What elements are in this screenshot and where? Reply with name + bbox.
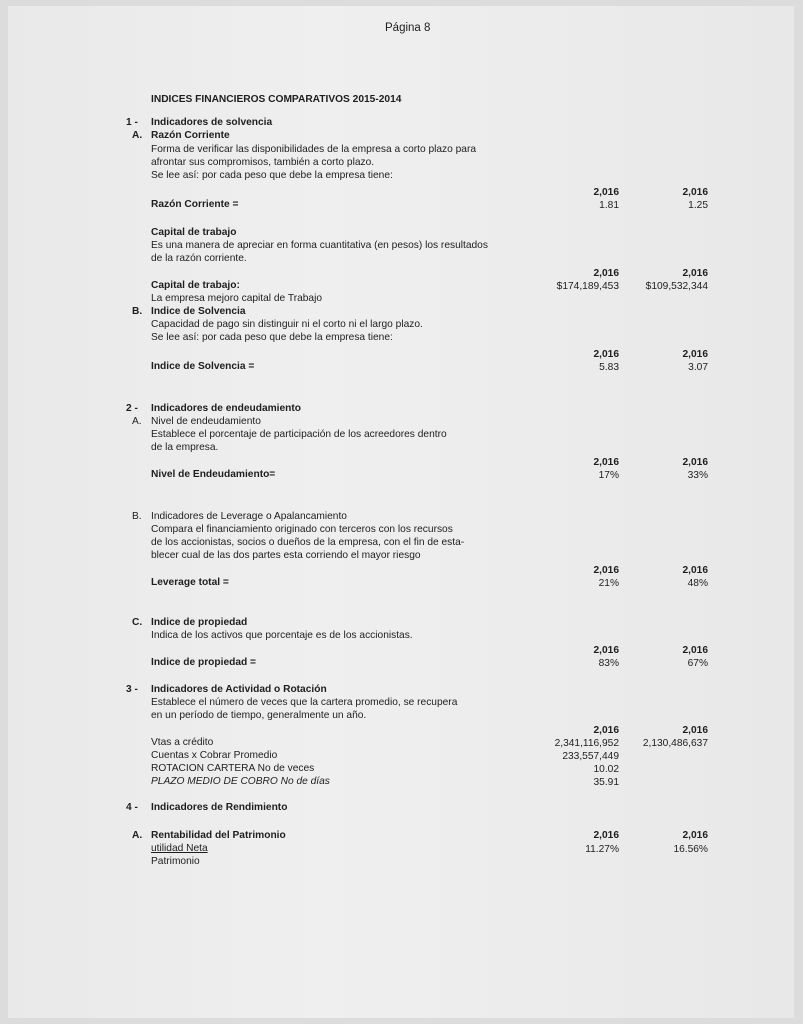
capital-trabajo-value-2: $109,532,344 (645, 281, 708, 292)
section-4-number: 4 - (126, 802, 138, 813)
item-1b-desc-2: Se lee así: por cada peso que debe la empresa tiene: (151, 332, 393, 343)
item-2b-label: Leverage total = (151, 577, 229, 588)
item-4a-heading: Rentabilidad del Patrimonio (151, 830, 286, 841)
item-2b-value-2: 48% (687, 578, 708, 589)
section-3-year-2: 2,016 (682, 725, 708, 736)
item-2a-year-2: 2,016 (682, 457, 708, 468)
item-1a-value-1: 1.81 (599, 200, 619, 211)
item-1b-letter: B. (132, 306, 143, 317)
plazo-medio-label: PLAZO MEDIO DE COBRO No de días (151, 776, 330, 787)
item-2a-desc-2: de la empresa. (151, 442, 219, 453)
item-2c-letter: C. (132, 617, 143, 628)
section-2-heading: Indicadores de endeudamiento (151, 403, 302, 414)
item-1b-value-2: 3.07 (688, 362, 708, 373)
item-4a-denominator: Patrimonio (151, 856, 200, 867)
section-3-desc-2: en un período de tiempo, generalmente un año. (151, 710, 367, 721)
item-2a-value-1: 17% (598, 470, 619, 481)
capital-trabajo-desc-1: Es una manera de apreciar en forma cuantitativa (en pesos) los resultados (151, 240, 488, 251)
item-2b-desc-3: blecer cual de las dos partes esta corriendo el mayor riesgo (151, 550, 421, 561)
section-3-number: 3 - (126, 684, 138, 695)
item-1a-desc-1: Forma de verificar las disponibilidades de la empresa a corto plazo para (151, 144, 477, 155)
rotacion-cartera-label: ROTACION CARTERA No de veces (151, 763, 315, 774)
item-2c-heading: Indice de propiedad (151, 617, 248, 628)
item-4a-year-2: 2,016 (682, 830, 708, 841)
item-2b-letter: B. (132, 511, 142, 522)
item-1a-value-2: 1.25 (688, 200, 708, 211)
item-2c-year-1: 2,016 (593, 645, 619, 656)
item-1a-year-2: 2,016 (682, 187, 708, 198)
cuentas-cobrar-label: Cuentas x Cobrar Promedio (151, 750, 278, 761)
item-1a-desc-2: afrontar sus compromisos, también a corto plazo. (151, 157, 375, 168)
item-2b-year-2: 2,016 (682, 565, 708, 576)
item-4a-letter: A. (132, 830, 143, 841)
item-2b-heading: Indicadores de Leverage o Apalancamiento (151, 511, 347, 522)
capital-trabajo-value-1: $174,189,453 (556, 281, 619, 292)
section-3-desc-1: Establece el número de veces que la cartera promedio, se recupera (151, 697, 458, 708)
section-1-number: 1 - (126, 117, 138, 128)
document-page (8, 6, 794, 1018)
item-4a-numerator: utilidad Neta (151, 843, 208, 854)
vtas-credito-label: Vtas a crédito (151, 737, 214, 748)
plazo-medio-value-1: 35.91 (593, 777, 619, 788)
item-1b-heading: Indice de Solvencia (151, 306, 246, 317)
capital-trabajo-heading: Capital de trabajo (151, 227, 237, 238)
capital-trabajo-label: Capital de trabajo: (151, 280, 240, 291)
item-2a-label: Nivel de Endeudamiento= (151, 469, 276, 480)
item-1b-label: Indice de Solvencia = (151, 361, 255, 372)
item-2b-year-1: 2,016 (593, 565, 619, 576)
item-1b-value-1: 5.83 (599, 362, 619, 373)
item-2b-value-1: 21% (598, 578, 619, 589)
item-4a-year-1: 2,016 (593, 830, 619, 841)
vtas-credito-value-2: 2,130,486,637 (642, 738, 708, 749)
item-2a-value-2: 33% (687, 470, 708, 481)
item-2c-desc-1: Indica de los activos que porcentaje es de los accionistas. (151, 630, 413, 641)
rotacion-cartera-value-1: 10.02 (593, 764, 619, 775)
section-1-heading: Indicadores de solvencia (151, 117, 273, 128)
capital-trabajo-year-2: 2,016 (682, 268, 708, 279)
item-2a-letter: A. (132, 416, 142, 427)
item-2c-value-2: 67% (687, 658, 708, 669)
page-header: Página 8 (385, 22, 431, 34)
capital-trabajo-year-1: 2,016 (593, 268, 619, 279)
cuentas-cobrar-value-1: 233,557,449 (562, 751, 619, 762)
item-1a-year-1: 2,016 (593, 187, 619, 198)
section-4-heading: Indicadores de Rendimiento (151, 802, 288, 813)
section-2-number: 2 - (126, 403, 138, 414)
item-1b-year-1: 2,016 (593, 349, 619, 360)
section-3-heading: Indicadores de Actividad o Rotación (151, 684, 327, 695)
item-2b-desc-2: de los accionistas, socios o dueños de la empresa, con el fin de esta- (151, 537, 465, 548)
item-2c-year-2: 2,016 (682, 645, 708, 656)
vtas-credito-value-1: 2,341,116,952 (554, 738, 619, 749)
item-1a-label: Razón Corriente = (151, 199, 239, 210)
item-1b-desc-1: Capacidad de pago sin distinguir ni el corto ni el largo plazo. (151, 319, 423, 330)
item-1a-heading: Razón Corriente (151, 130, 230, 141)
item-1a-desc-3: Se lee así: por cada peso que debe la empresa tiene: (151, 170, 393, 181)
item-4a-value-2: 16.56% (673, 844, 708, 855)
item-2c-value-1: 83% (598, 658, 619, 669)
item-2b-desc-1: Compara el financiamiento originado con terceros con los recursos (151, 524, 453, 535)
item-1a-letter: A. (132, 130, 143, 141)
capital-trabajo-desc-2: de la razón corriente. (151, 253, 247, 264)
item-2a-year-1: 2,016 (593, 457, 619, 468)
page-title: INDICES FINANCIEROS COMPARATIVOS 2015-2014 (151, 94, 402, 105)
capital-trabajo-note: La empresa mejoro capital de Trabajo (151, 293, 323, 304)
item-4a-value-1: 11.27% (585, 844, 619, 855)
item-2c-label: Indice de propiedad = (151, 657, 257, 668)
item-2a-heading: Nivel de endeudamiento (151, 416, 261, 427)
section-3-year-1: 2,016 (593, 725, 619, 736)
item-2a-desc-1: Establece el porcentaje de participación de los acreedores dentro (151, 429, 447, 440)
item-1b-year-2: 2,016 (682, 349, 708, 360)
